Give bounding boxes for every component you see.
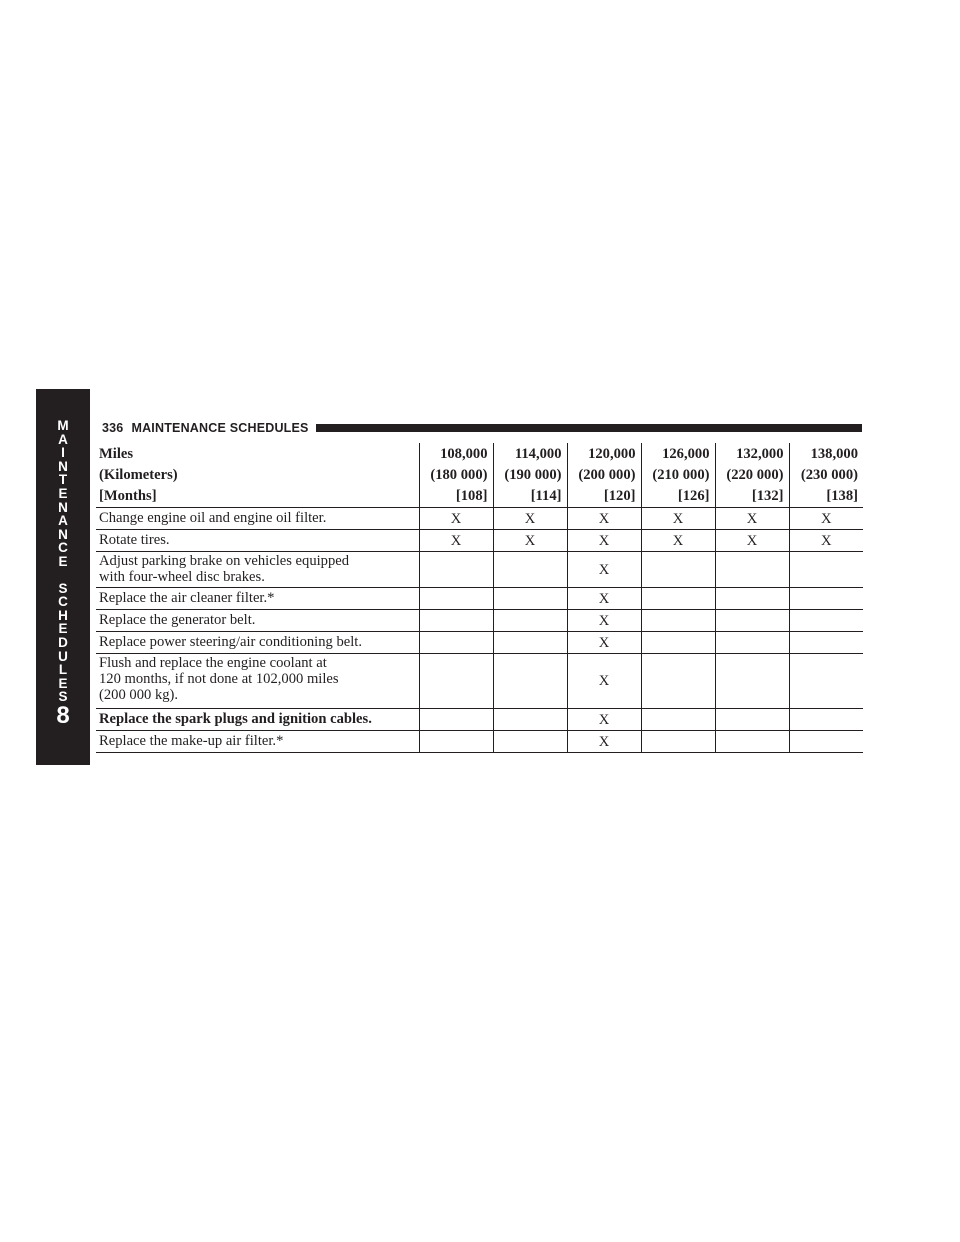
- service-item-text: (200 000 kg).: [99, 687, 179, 703]
- side-tab-chapter-number: 8: [56, 701, 70, 729]
- interval-miles: 108,000: [440, 446, 488, 462]
- side-tab-letter: E: [58, 485, 68, 501]
- interval-header-cell: [641, 443, 715, 508]
- schedule-mark: X: [567, 632, 641, 654]
- schedule-mark: [641, 610, 715, 632]
- side-tab-letter: A: [58, 513, 68, 529]
- side-tab-letter: T: [58, 472, 68, 488]
- interval-header-cell: [789, 443, 863, 508]
- schedule-mark: [715, 731, 789, 753]
- schedule-mark: X: [789, 508, 863, 530]
- interval-km: (200 000): [578, 467, 636, 483]
- schedule-mark: [419, 632, 493, 654]
- side-tab-letter: N: [58, 526, 68, 542]
- schedule-mark: X: [567, 530, 641, 552]
- interval-header-cell: [567, 443, 641, 508]
- table-row: [96, 709, 863, 731]
- schedule-mark: [789, 552, 863, 588]
- side-tab-letter: E: [58, 553, 68, 569]
- side-tab-letter: H: [58, 607, 68, 623]
- service-item-cell: [96, 530, 419, 552]
- service-item-text: Replace power steering/air conditioning belt.: [99, 634, 363, 650]
- schedule-mark: [641, 731, 715, 753]
- service-item-cell: [96, 610, 419, 632]
- schedule-mark: [789, 632, 863, 654]
- interval-header-cell: [419, 443, 493, 508]
- service-item-cell: [96, 508, 419, 530]
- schedule-mark: X: [567, 731, 641, 753]
- schedule-mark: [493, 588, 567, 610]
- service-item-text: Replace the make-up air filter.*: [99, 733, 284, 749]
- schedule-mark: [715, 610, 789, 632]
- schedule-mark: X: [567, 552, 641, 588]
- schedule-mark: X: [493, 508, 567, 530]
- side-tab-word-maintenance: [57, 419, 68, 569]
- table-row: [96, 610, 863, 632]
- schedule-mark: [715, 632, 789, 654]
- schedule-mark: X: [493, 530, 567, 552]
- schedule-mark: [641, 632, 715, 654]
- interval-months: [132]: [751, 488, 784, 504]
- interval-months: [138]: [826, 488, 858, 504]
- table-row: [96, 654, 863, 709]
- schedule-mark: X: [641, 530, 715, 552]
- schedule-mark: [715, 588, 789, 610]
- page-number: 336: [102, 421, 124, 435]
- side-tab-letter: D: [58, 634, 68, 650]
- interval-months: [126]: [677, 488, 710, 504]
- table-row: [96, 632, 863, 654]
- service-item-cell: [96, 588, 419, 610]
- side-tab-letter: C: [58, 594, 68, 610]
- schedule-mark: [493, 731, 567, 753]
- schedule-mark: X: [567, 508, 641, 530]
- interval-km: (220 000): [726, 467, 784, 483]
- service-item-cell: [96, 654, 419, 709]
- side-tab-letter: N: [58, 458, 68, 474]
- table-row: [96, 588, 863, 610]
- header-rule: [316, 424, 862, 432]
- schedule-mark: X: [715, 508, 789, 530]
- service-item-text: Adjust parking brake on vehicles equipped: [99, 553, 350, 569]
- service-item-cell: [96, 731, 419, 753]
- interval-miles: 114,000: [514, 446, 562, 462]
- interval-km: (230 000): [800, 467, 858, 483]
- service-item-text: Replace the air cleaner filter.*: [99, 590, 275, 606]
- schedule-mark: X: [419, 530, 493, 552]
- side-tab-letter: E: [58, 675, 68, 691]
- schedule-mark: [789, 731, 863, 753]
- schedule-mark: [493, 709, 567, 731]
- side-tab-letter: C: [58, 540, 68, 556]
- schedule-mark: [493, 552, 567, 588]
- service-item-text: Rotate tires.: [99, 532, 170, 548]
- interval-header-cell: [715, 443, 789, 508]
- schedule-mark: X: [567, 588, 641, 610]
- schedule-mark: [789, 654, 863, 709]
- table-row: [96, 530, 863, 552]
- table-row: [96, 508, 863, 530]
- interval-months: [108]: [455, 488, 488, 504]
- service-item-text: with four-wheel disc brakes.: [99, 569, 265, 585]
- interval-miles: 120,000: [588, 446, 636, 462]
- side-tab-letter: U: [58, 648, 68, 664]
- schedule-mark: X: [419, 508, 493, 530]
- schedule-mark: [419, 610, 493, 632]
- schedule-mark: [419, 731, 493, 753]
- schedule-mark: X: [789, 530, 863, 552]
- service-item-text: Replace the generator belt.: [99, 612, 256, 628]
- interval-header-cell: [493, 443, 567, 508]
- maintenance-schedule-table: [96, 443, 863, 753]
- interval-km: (190 000): [504, 467, 562, 483]
- schedule-mark: [641, 588, 715, 610]
- schedule-mark: X: [567, 709, 641, 731]
- schedule-mark: X: [567, 654, 641, 709]
- side-tab-letter: N: [58, 499, 68, 515]
- interval-miles: 126,000: [662, 446, 710, 462]
- side-tab-word-schedules: [58, 582, 68, 704]
- header-row-label: [Months]: [99, 488, 157, 504]
- side-tab-letter: A: [58, 431, 68, 447]
- section-title: MAINTENANCE SCHEDULES: [131, 421, 309, 435]
- header-label-cell: [96, 443, 419, 508]
- service-item-text: 120 months, if not done at 102,000 miles: [99, 671, 339, 687]
- side-tab-letter: S: [58, 580, 68, 596]
- service-item-cell: [96, 709, 419, 731]
- table-row: [96, 552, 863, 588]
- schedule-mark: [715, 552, 789, 588]
- schedule-mark: [641, 709, 715, 731]
- schedule-mark: [419, 709, 493, 731]
- schedule-mark: [641, 654, 715, 709]
- service-item-text: Change engine oil and engine oil filter.: [99, 510, 327, 526]
- schedule-mark: [789, 709, 863, 731]
- side-tab-letter: L: [58, 662, 68, 678]
- schedule-mark: [715, 654, 789, 709]
- schedule-mark: [715, 709, 789, 731]
- service-item-cell: [96, 632, 419, 654]
- interval-months: [120]: [603, 488, 636, 504]
- chapter-side-tab: [36, 389, 90, 765]
- schedule-mark: [493, 632, 567, 654]
- interval-miles: 132,000: [736, 446, 784, 462]
- service-item-text: Replace the spark plugs and ignition cables.: [99, 711, 372, 727]
- side-tab-letter: E: [58, 621, 68, 637]
- interval-miles: 138,000: [810, 446, 858, 462]
- schedule-mark: [419, 552, 493, 588]
- page-header: [102, 420, 862, 436]
- side-tab-letter: M: [57, 418, 69, 433]
- header-row-label: Miles: [99, 446, 134, 462]
- service-item-cell: [96, 552, 419, 588]
- interval-months: [114]: [530, 488, 562, 504]
- schedule-mark: [493, 610, 567, 632]
- schedule-mark: X: [715, 530, 789, 552]
- schedule-mark: X: [567, 610, 641, 632]
- schedule-mark: X: [641, 508, 715, 530]
- schedule-mark: [641, 552, 715, 588]
- side-tab-letter: S: [58, 689, 68, 705]
- schedule-mark: [789, 588, 863, 610]
- service-item-text: Flush and replace the engine coolant at: [99, 655, 327, 671]
- schedule-mark: [789, 610, 863, 632]
- table-header-row: [96, 443, 863, 508]
- schedule-mark: [493, 654, 567, 709]
- interval-km: (210 000): [652, 467, 710, 483]
- schedule-mark: [419, 654, 493, 709]
- table-row: [96, 731, 863, 753]
- header-row-label: (Kilometers): [99, 467, 178, 483]
- side-tab-letter: I: [61, 445, 65, 461]
- schedule-mark: [419, 588, 493, 610]
- interval-km: (180 000): [430, 467, 488, 483]
